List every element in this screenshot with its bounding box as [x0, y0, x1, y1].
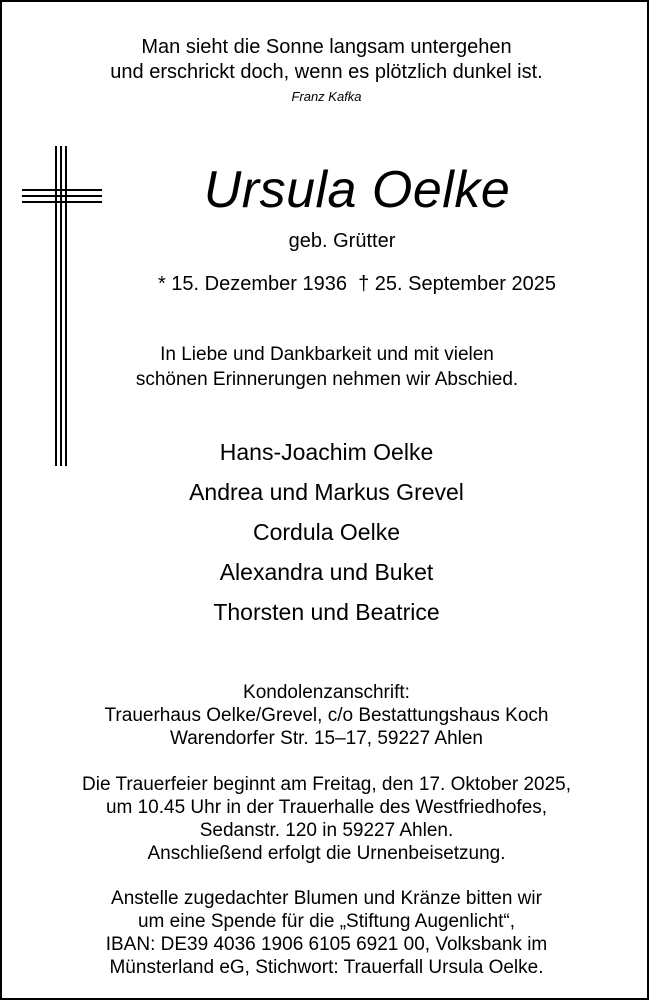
- quote: [2, 35, 649, 85]
- quote-author: Franz Kafka: [291, 89, 362, 104]
- ceremony-line-3: Sedanstr. 120 in 59227 Ahlen.: [199, 820, 454, 841]
- quote-line-1: Man sieht die Sonne langsam untergehen: [141, 36, 512, 58]
- farewell-line-2: schönen Erinnerungen nehmen wir Abschied.: [135, 369, 519, 390]
- ceremony-line-4: Anschließend erfolgt die Urnenbeisetzung.: [147, 843, 506, 864]
- family-member: Andrea und Markus Grevel: [189, 479, 464, 505]
- farewell-text: [57, 342, 597, 392]
- family-member: Thorsten und Beatrice: [213, 599, 440, 625]
- cross-icon: [22, 146, 102, 466]
- family-member: Cordula Oelke: [252, 519, 401, 545]
- birth-name: geb. Grütter: [288, 230, 396, 252]
- donation-line-3: IBAN: DE39 4036 1906 6105 6921 00, Volksbank im: [105, 934, 548, 955]
- condolence-line-2: Warendorfer Str. 15–17, 59227 Ahlen: [169, 728, 483, 749]
- ceremony-line-2: um 10.45 Uhr in der Trauerhalle des Westfriedhofes,: [105, 797, 548, 818]
- donation-line-4: Münsterland eG, Stichwort: Trauerfall Ursula Oelke.: [109, 957, 544, 978]
- family-member: Alexandra und Buket: [219, 559, 434, 585]
- donation-line-2: um eine Spende für die „Stiftung Augenlicht“,: [137, 911, 516, 932]
- condolence-address: [2, 681, 649, 750]
- ceremony-line-1: Die Trauerfeier beginnt am Freitag, den 17. Oktober 2025,: [82, 774, 571, 795]
- quote-line-2: und erschrickt doch, wenn es plötzlich dunkel ist.: [110, 61, 543, 83]
- condolence-line-1: Trauerhaus Oelke/Grevel, c/o Bestattungshaus Koch: [104, 705, 549, 726]
- family-list: [2, 434, 649, 634]
- life-dates: * 15. Dezember 1936 † 25. September 2025: [157, 273, 557, 295]
- condolence-heading: Kondolenzanschrift:: [243, 682, 410, 703]
- ceremony-info: [2, 773, 649, 865]
- deceased-name: Ursula Oelke: [203, 161, 511, 219]
- family-member: Hans-Joachim Oelke: [219, 439, 434, 465]
- donation-info: [2, 887, 649, 979]
- donation-line-1: Anstelle zugedachter Blumen und Kränze bitten wir: [111, 888, 542, 909]
- farewell-line-1: In Liebe und Dankbarkeit und mit vielen: [160, 344, 494, 365]
